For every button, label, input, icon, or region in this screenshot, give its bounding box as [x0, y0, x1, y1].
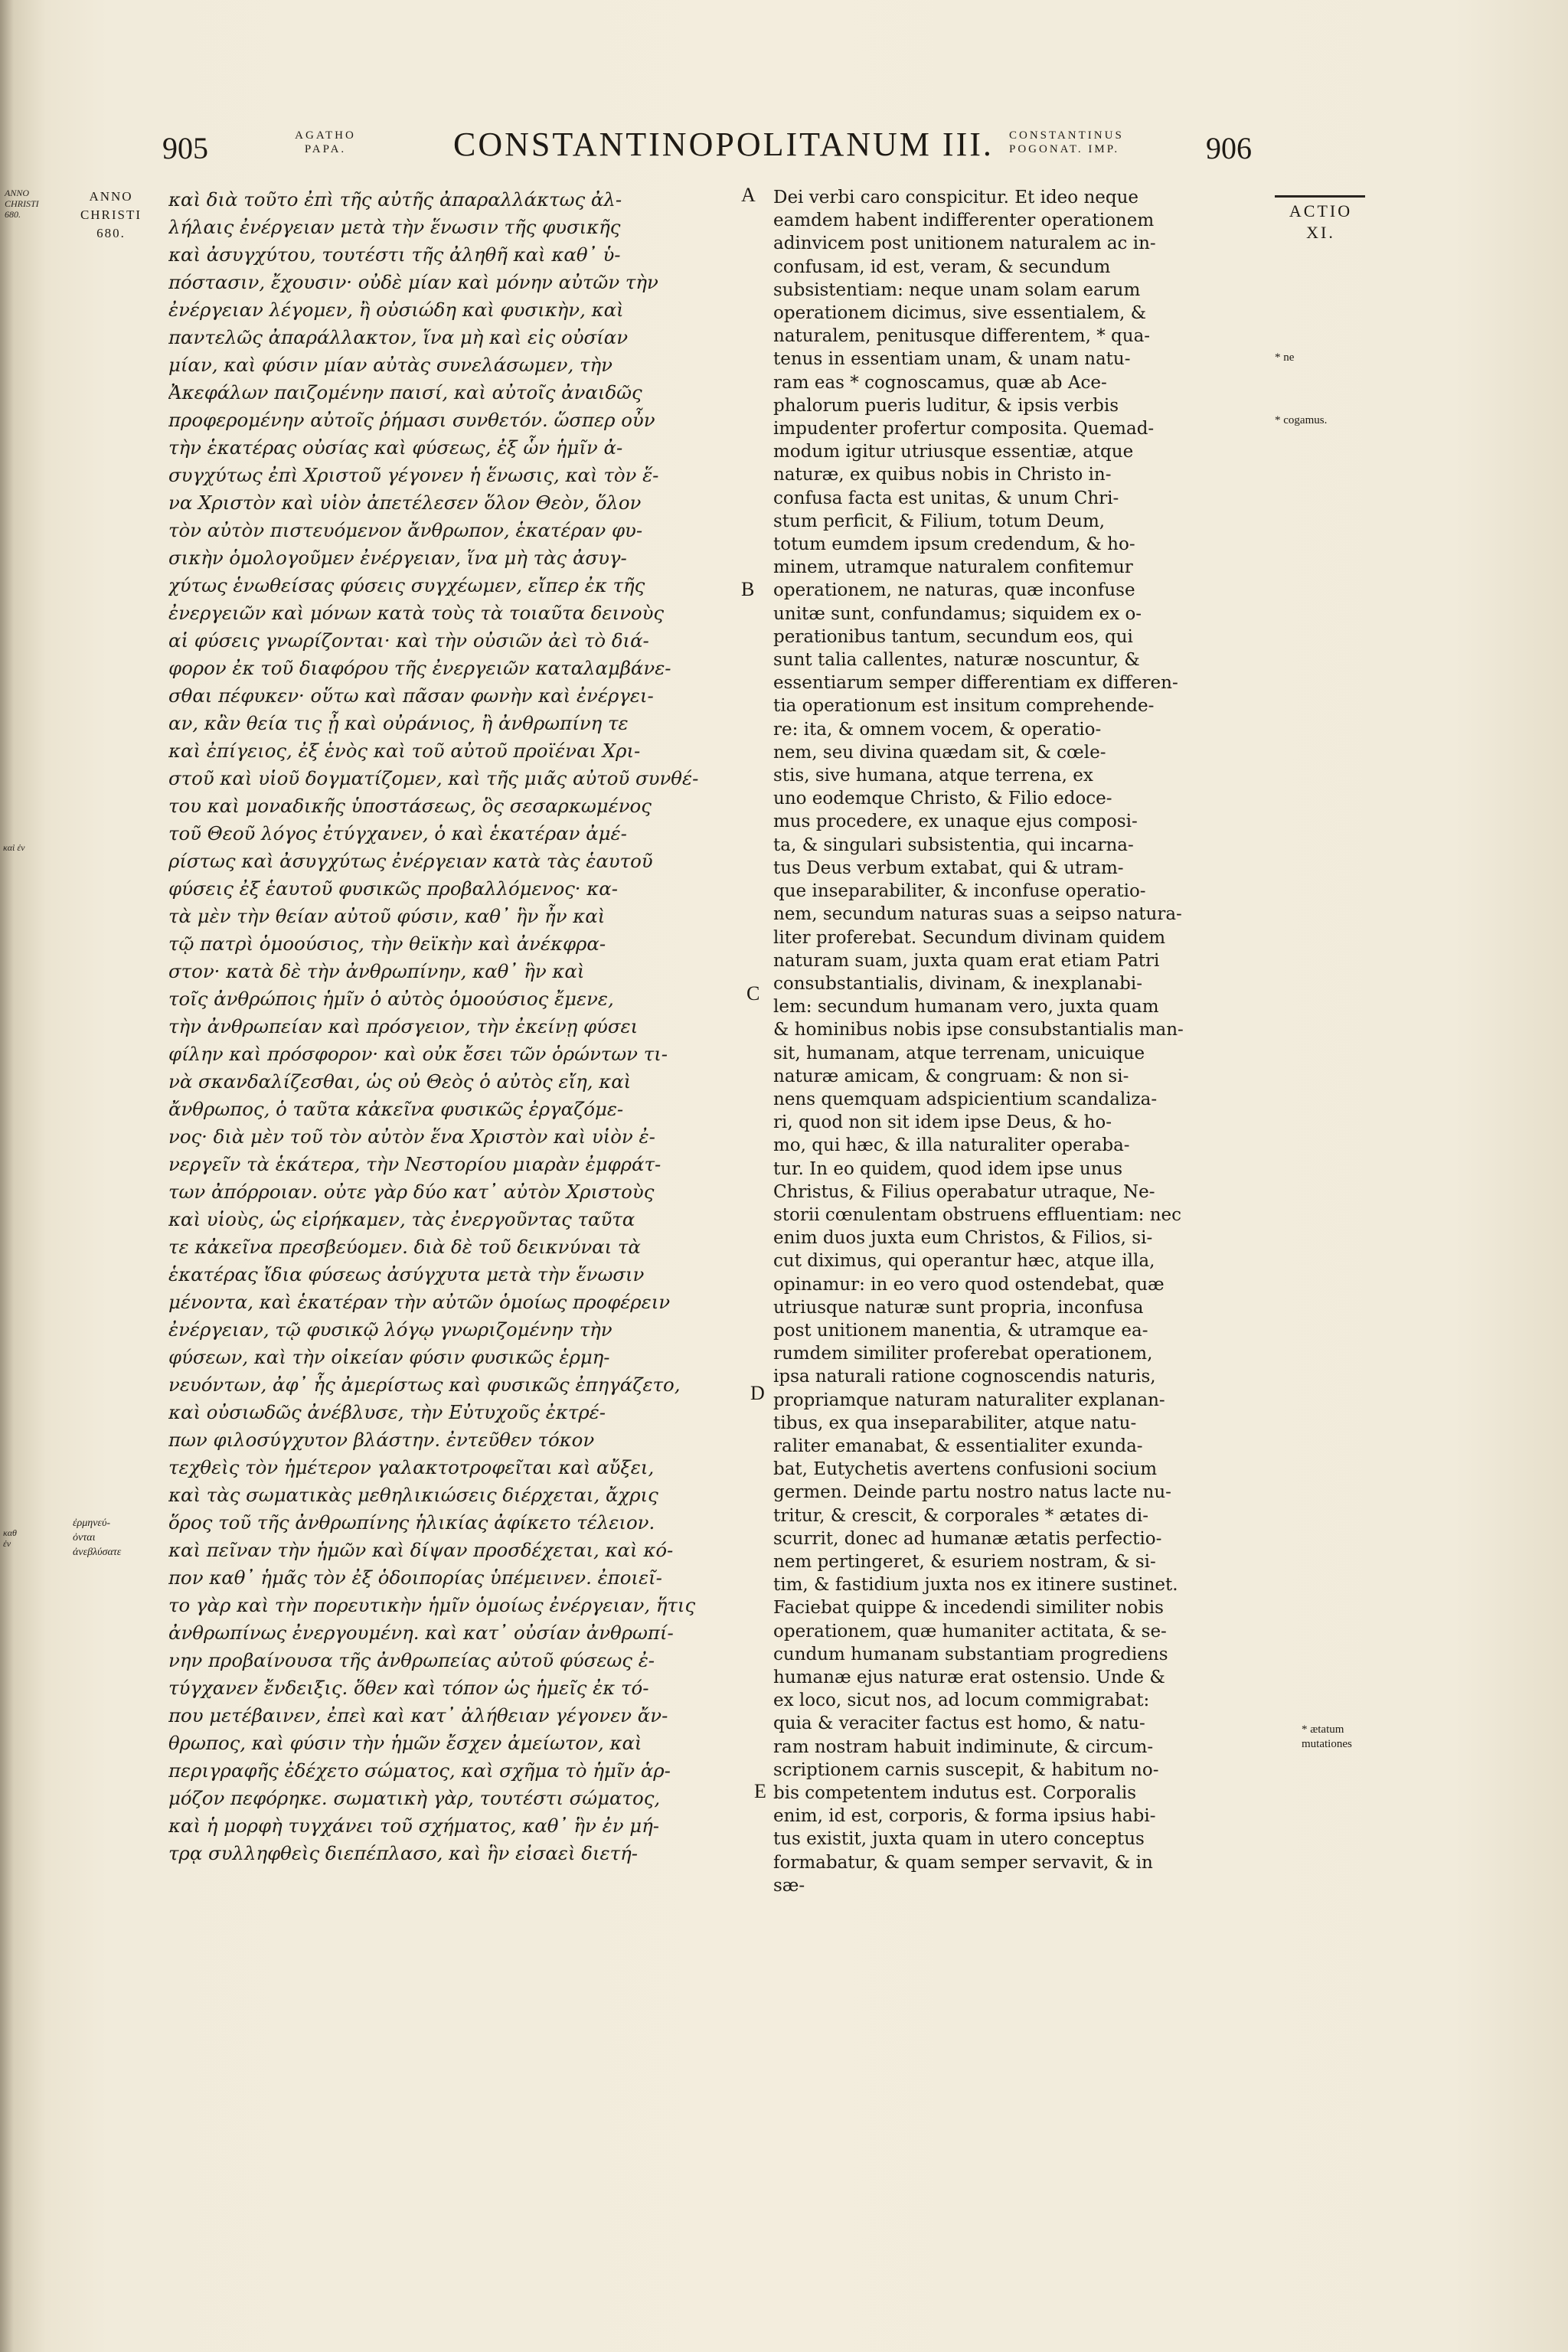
latin-text-line: eamdem habent indifferenter operationem	[773, 211, 1155, 231]
greek-text-line: του καὶ μοναδικῆς ὑποστάσεως, ὃς σεσαρκωμένος	[168, 795, 652, 817]
latin-text-line: formabatur, & quam semper servavit, & in	[773, 1852, 1153, 1873]
latin-text-line: enim, id est, corporis, & forma ipsius habi-	[773, 1806, 1156, 1827]
header-left-line2: PAPA.	[304, 143, 347, 155]
greek-text-line: φορον ἐκ τοῦ διαφόρου τῆς ἐνεργειῶν καταλαμβάνε-	[168, 657, 671, 679]
page-number-left: 905	[162, 131, 208, 165]
latin-text-line: confusa facta est unitas, & unum Chri-	[773, 488, 1119, 508]
latin-text-line: re: ita, & omnem vocem, & operatio-	[773, 719, 1102, 740]
greek-text-line: καὶ τὰς σωματικὰς μεθηλικιώσεις διέρχεται, ἄχρις	[168, 1484, 658, 1506]
latin-text-line: stis, sive humana, atque terrena, ex	[773, 766, 1093, 786]
latin-text-line: sæ-	[773, 1875, 805, 1896]
latin-text-line: minem, utramque naturalem confitemur	[773, 557, 1133, 578]
header-left-line1: AGATHO	[295, 129, 356, 142]
greek-text-line: καὶ ἡ μορφὴ τυγχάνει τοῦ σχήματος, καθ᾽ ἣν ἐν μή-	[168, 1815, 659, 1837]
latin-text-line: que inseparabiliter, & inconfuse operatio-	[773, 881, 1146, 902]
latin-text-line: operationem dicimus, sive essentialem, &	[773, 303, 1147, 324]
latin-text-line: ram nostram habuit indiminute, & circum-	[773, 1736, 1154, 1757]
latin-text-line: uno eodemque Christo, & Filio edoce-	[773, 789, 1112, 809]
page-number-right: 906	[1206, 131, 1252, 165]
latin-text-line: mus procedere, ex unaque ejus composi-	[773, 812, 1138, 832]
greek-text-line: καὶ πεῖναν τὴν ἡμῶν καὶ δίψαν προσδέχεται, καὶ κό-	[168, 1539, 674, 1561]
latin-text-line: scurrit, donec ad humanæ ætatis perfectio-	[773, 1528, 1162, 1549]
greek-text-line: τὴν ἑκατέρας οὐσίας καὶ φύσεως, ἐξ ὧν ἡμῖν ἀ-	[168, 436, 623, 459]
greek-text-line: ἑκατέρας ἴδια φύσεως ἀσύγχυτα μετὰ τὴν ἕνωσιν	[168, 1263, 645, 1285]
actio-number: XI.	[1306, 223, 1335, 242]
latin-text-line: bis competentem indutus est. Corporalis	[773, 1783, 1137, 1804]
greek-text-line: πων φιλοσύγχυτον βλάστην. ἐντεῦθεν τόκον	[168, 1429, 595, 1451]
greek-text-line: φύσεων, καὶ τὴν οἰκείαν φύσιν φυσικῶς ἑρμη-	[168, 1346, 610, 1368]
greek-text-line: στοῦ καὶ υἱοῦ δογματίζομεν, καὶ τῆς μιᾶς αὐτοῦ συνθέ-	[168, 767, 699, 789]
greek-text-line: το γὰρ καὶ τὴν πορευτικὴν ἡμῖν ὁμοίως ἐνέργειαν, ἥτις	[168, 1594, 696, 1616]
latin-text-line: impudenter profertur composita. Quemad-	[773, 419, 1155, 439]
latin-text-line: tus Deus verbum extabat, qui & utram-	[773, 858, 1124, 878]
greek-text-line: μόζον πεφόρηκε. σωματικὴ γὰρ, τουτέστι σώματος,	[168, 1787, 661, 1809]
facing-page-margin-top: ANNO CHRISTI 680.	[5, 188, 39, 220]
latin-text-line: tenus in essentiam unam, & unam natu-	[773, 349, 1131, 370]
latin-text-line: operationem, ne naturas, quæ inconfuse	[773, 580, 1135, 601]
latin-text-line: ta, & singulari subsistentia, qui incarna-	[773, 835, 1134, 855]
greek-text-line: τεχθεὶς τὸν ἡμέτερον γαλακτοτροφεῖται καὶ αὔξει,	[168, 1456, 655, 1478]
latin-text-line: tritur, & crescit, & corporales * ætates di-	[773, 1505, 1148, 1526]
latin-text-line: consubstantialis, divinam, & inexplanabi-	[773, 973, 1142, 994]
latin-text-line: nem, secundum naturas suas a seipso natura-	[773, 904, 1182, 925]
greek-text-line: τε κἀκεῖνα πρεσβεύομεν. διὰ δὲ τοῦ δεικνύναι τὰ	[168, 1236, 641, 1258]
greek-text-line: θρωπος, καὶ φύσιν τὴν ἡμῶν ἔσχεν ἀμείωτον, καὶ	[168, 1732, 642, 1754]
greek-text-line: ρίστως καὶ ἀσυγχύτως ἐνέργειαν κατὰ τὰς ἑαυτοῦ	[168, 850, 653, 872]
latin-text-line: essentiarum semper differentiam ex differen-	[773, 673, 1178, 694]
greek-text-line: ἐνεργειῶν καὶ μόνων κατὰ τοὺς τὰ τοιαῦτα δεινοὺς	[168, 602, 665, 624]
greek-text-line: ἄνθρωπος, ὁ ταῦτα κἀκεῖνα φυσικῶς ἐργαζόμε-	[168, 1098, 624, 1120]
facing-page-margin-low: καθ ἐν	[3, 1527, 17, 1549]
year-sidenote	[73, 188, 149, 243]
latin-text-line: raliter emanabat, & essentialiter exunda-	[773, 1436, 1143, 1456]
greek-text-line: να Χριστὸν καὶ υἱὸν ἀπετέλεσεν ὅλον Θεὸν, ὅλον	[168, 492, 642, 514]
latin-text-line: lem: secundum humanam vero, juxta quam	[773, 997, 1159, 1018]
latin-text-line: humanæ ejus naturæ erat ostensio. Unde &	[773, 1668, 1165, 1687]
greek-text-line: τρᾳ συλληφθεὶς διεπέπλασο, καὶ ἣν εἰσαεὶ διετή-	[168, 1842, 638, 1864]
greek-text-line: νευόντων, ἀφ᾽ ἧς ἀμερίστως καὶ φυσικῶς ἐπηγάζετο,	[168, 1374, 681, 1396]
greek-text-line: περιγραφῆς ἐδέχετο σώματος, καὶ σχῆμα τὸ ἡμῖν ἁρ-	[168, 1759, 671, 1782]
latin-text-line: confusam, id est, veram, & secundum	[773, 256, 1111, 277]
greek-text-line: τοῖς ἀνθρώποις ἡμῖν ὁ αὐτὸς ὁμοούσιος ἔμενε,	[168, 988, 614, 1010]
latin-text-line: sit, humanam, atque terrenam, unicuique	[773, 1043, 1145, 1063]
greek-text-line: σικὴν ὁμολογοῦμεν ἐνέργειαν, ἵνα μὴ τὰς ἀσυγ-	[168, 547, 627, 569]
latin-text-line: scriptionem carnis suscepit, & habitum no-	[773, 1759, 1159, 1780]
greek-marginal-note	[73, 1516, 157, 1560]
latin-text-line: unitæ sunt, confundamus; siquidem ex o-	[773, 603, 1142, 624]
greek-note-line2: ὀνται	[73, 1532, 96, 1544]
latin-text-line: nens quemquam adspicientium scandaliza-	[773, 1089, 1158, 1109]
greek-text-line: καὶ οὐσιωδῶς ἀνέβλυσε, τὴν Εὐτυχοῦς ἐκτρέ-	[168, 1401, 606, 1423]
greek-text-line: νὰ σκανδαλίζεσθαι, ὡς οὐ Θεὸς ὁ αὐτὸς εἴη, καὶ	[168, 1070, 632, 1093]
latin-text-line: liter proferebat. Secundum divinam quidem	[773, 927, 1166, 948]
greek-text-line: μένοντα, καὶ ἑκατέραν τὴν αὐτῶν ὁμοίως προφέρειν	[168, 1291, 671, 1313]
greek-text-line: προφερομένην αὐτοῖς ῥήμασι συνθετόν. ὥσπερ οὖν	[168, 409, 655, 431]
variant-note-aetatum-1: * ætatum	[1302, 1723, 1344, 1736]
section-letter-c: C	[746, 982, 760, 1004]
variant-note-aetatum-2: mutationes	[1302, 1738, 1352, 1750]
latin-text-line: phalorum pueris luditur, & ipsis verbis	[773, 395, 1119, 416]
gutter-shadow	[0, 0, 14, 2352]
greek-text-line: παντελῶς ἀπαράλλακτον, ἵνα μὴ καὶ εἰς οὐσίαν	[168, 326, 629, 348]
header-left-caption	[279, 129, 371, 156]
greek-text-line: πον καθ᾽ ἡμᾶς τὸν ἐξ ὁδοιπορίας ὑπέμεινεν. ἐποιεῖ-	[168, 1566, 662, 1589]
latin-text-line: quia & veraciter factus est homo, & natu-	[773, 1713, 1145, 1734]
greek-text-line: αν, κἂν θεία τις ᾖ καὶ οὐράνιος, ἢ ἀνθρωπίνη τε	[168, 712, 629, 734]
latin-text-line: perationibus tantum, secundum eos, qui	[773, 626, 1133, 647]
greek-text-line: στον· κατὰ δὲ τὴν ἀνθρωπίνην, καθ᾽ ἣν καὶ	[168, 960, 585, 982]
latin-text-line: tus existit, juxta quam in utero conceptus	[773, 1829, 1145, 1850]
greek-text-line: χύτως ἑνωθείσας φύσεις συγχέωμεν, εἴπερ ἐκ τῆς	[168, 574, 645, 596]
section-letter-e: E	[754, 1780, 766, 1802]
greek-text-line: καὶ υἱοὺς, ὡς εἰρήκαμεν, τὰς ἐνεργοῦντας ταῦτα	[168, 1208, 635, 1230]
latin-text-line: Faciebat quippe & incedendi similiter nobis	[773, 1598, 1164, 1619]
greek-text-line: ὅρος τοῦ τῆς ἀνθρωπίνης ἡλικίας ἀφίκετο τέλειον.	[168, 1511, 655, 1534]
greek-text-line: καὶ διὰ τοῦτο ἐπὶ τῆς αὐτῆς ἀπαραλλάκτως ἀλ-	[168, 188, 622, 211]
greek-text-line: λήλαις ἐνέργειαν μετὰ τὴν ἕνωσιν τῆς φυσικῆς	[168, 216, 621, 238]
header-right-caption	[1009, 129, 1208, 156]
actio-label: ACTIO	[1289, 201, 1353, 220]
greek-text-line: νεργεῖν τὰ ἑκάτερα, τὴν Νεστορίου μιαρὰν ἐμφράτ-	[168, 1153, 662, 1175]
greek-text-line: τὸν αὐτὸν πιστευόμενον ἄνθρωπον, ἑκατέραν φυ-	[168, 519, 643, 541]
latin-text-line: utriusque naturæ sunt propria, inconfusa	[773, 1297, 1144, 1318]
greek-text-line: νην προβαίνουσα τῆς ἀνθρωπείας αὐτοῦ φύσεως ἐ-	[168, 1649, 655, 1671]
latin-text-line: tim, & fastidium juxta nos ex itinere sustinet.	[773, 1575, 1178, 1596]
greek-note-line3: ἀνεβλύσατε	[73, 1547, 122, 1558]
latin-text-line: cundum humanam substantiam progrediens	[773, 1644, 1168, 1664]
greek-text-line: νος· διὰ μὲν τοῦ τὸν αὐτὸν ἕνα Χριστὸν καὶ υἱὸν ἐ-	[168, 1125, 655, 1148]
latin-text-line: subsistentiam: neque unam solam earum	[773, 279, 1141, 300]
latin-text-line: naturæ, ex quibus nobis in Christo in-	[773, 465, 1112, 485]
latin-text-line: nem pertingeret, & esuriem nostram, & si-	[773, 1551, 1156, 1572]
section-letter-b: B	[741, 578, 755, 600]
latin-text-line: opinamur: in eo vero quod ostendebat, quæ	[773, 1274, 1165, 1295]
header-right-line2: POGONAT. IMP.	[1009, 143, 1120, 155]
year-label-2: CHRISTI	[80, 207, 142, 222]
latin-text-line: naturæ amicam, & congruam: & non si-	[773, 1066, 1129, 1086]
greek-text-line: πόστασιν, ἔχουσιν· οὐδὲ μίαν καὶ μόνην αὐτῶν τὴν	[168, 271, 658, 293]
actio-rule	[1275, 195, 1365, 198]
year-value: 680.	[96, 226, 126, 240]
latin-text-line: Dei verbi caro conspicitur. Et ideo neque	[773, 188, 1139, 207]
greek-text-line: τὰ μὲν τὴν θείαν αὐτοῦ φύσιν, καθ᾽ ἣν ἦν καὶ	[168, 905, 606, 927]
latin-text-line: operationem, quæ humaniter actitata, & se-	[773, 1621, 1167, 1642]
latin-text-line: germen. Deinde partu nostro natus lacte nu-	[773, 1482, 1171, 1503]
greek-text-line: αἱ φύσεις γνωρίζονται· καὶ τὴν οὐσιῶν ἀεὶ τὸ διά-	[168, 629, 649, 652]
greek-text-line: ἀνθρωπίνως ἐνεργουμένη. καὶ κατ᾽ οὐσίαν ἀνθρωπί-	[168, 1622, 674, 1644]
greek-text-line: φύσεις ἐξ ἑαυτοῦ φυσικῶς προβαλλόμενος· κα-	[168, 877, 619, 900]
latin-text-line: enim duos juxta eum Christos, & Filios, si-	[773, 1228, 1153, 1249]
greek-text-line: Ἀκεφάλων παιζομένην παισί, καὶ αὐτοῖς ἀναιδῶς	[168, 381, 642, 403]
latin-text-line: tia operationum est insitum comprehende-	[773, 696, 1155, 717]
latin-text-line: totum eumdem ipsum credendum, & ho-	[773, 534, 1135, 555]
latin-text-line: Christus, & Filius operabatur utraque, Ne-	[773, 1181, 1155, 1202]
actio-heading	[1279, 201, 1363, 243]
latin-text-column	[773, 186, 1271, 1897]
variant-note-cogamus: * cogamus.	[1275, 414, 1328, 426]
greek-text-line: μίαν, καὶ φύσιν μίαν αὐτὰς συνελάσωμεν, τὴν	[168, 354, 612, 376]
greek-text-line: καὶ ἐπίγειος, ἐξ ἑνὸς καὶ τοῦ αὐτοῦ προϊέναι Χρι-	[168, 740, 641, 762]
latin-text-line: modum igitur utriusque essentiæ, atque	[773, 442, 1134, 462]
latin-text-line: ri, quod non sit idem ipse Deus, & ho-	[773, 1112, 1112, 1133]
latin-text-line: mo, qui hæc, & illa naturaliter operaba-	[773, 1135, 1130, 1156]
latin-text-line: post unitionem manentia, & utramque ea-	[773, 1320, 1148, 1341]
latin-text-line: tibus, ex qua inseparabiliter, atque natu-	[773, 1413, 1137, 1433]
latin-text-line: sunt talia callentes, naturæ noscuntur, &	[773, 650, 1140, 671]
latin-text-line: propriamque naturam naturaliter explanan-	[773, 1390, 1165, 1410]
variant-note-ne: * ne	[1275, 351, 1295, 364]
greek-text-line: συγχύτως ἐπὶ Χριστοῦ γέγονεν ἡ ἕνωσις, καὶ τὸν ἕ-	[168, 464, 659, 486]
greek-text-line: τοῦ Θεοῦ λόγος ἐτύγχανεν, ὁ καὶ ἑκατέραν ἀμέ-	[168, 822, 627, 844]
running-title: CONSTANTINOPOLITANUM III.	[453, 126, 994, 163]
latin-text-line: ex loco, sicut nos, ad locum commigrabat:	[773, 1690, 1150, 1711]
greek-text-line: τὴν ἀνθρωπείαν καὶ πρόσγειον, τὴν ἐκείνῃ φύσει	[168, 1015, 639, 1037]
variant-note-aetatum	[1302, 1723, 1352, 1752]
latin-text-line: nem, seu divina quædam sit, & cœle-	[773, 742, 1106, 763]
latin-text-line: naturam suam, juxta quam erat etiam Patri	[773, 950, 1160, 971]
greek-text-line: τῷ πατρὶ ὁμοούσιος, τὴν θεϊκὴν καὶ ἀνέκφρα-	[168, 933, 606, 955]
greek-text-line: καὶ ἀσυγχύτου, τουτέστι τῆς ἀληθῆ καὶ καθ᾽ ὑ-	[168, 243, 621, 266]
greek-note-line1: ἐρμηνεύ-	[73, 1517, 111, 1529]
latin-text-line: cut diximus, qui operantur hæc, atque illa,	[773, 1251, 1155, 1272]
section-letter-d: D	[750, 1382, 765, 1404]
latin-text-line: & hominibus nobis ipse consubstantialis man-	[773, 1020, 1184, 1040]
greek-text-column	[168, 186, 739, 1867]
latin-text-line: ram eas * cognoscamus, quæ ab Ace-	[773, 372, 1107, 393]
greek-text-line: φίλην καὶ πρόσφορον· καὶ οὐκ ἔσει τῶν ὁρώντων τι-	[168, 1043, 668, 1065]
latin-text-line: adinvicem post unitionem naturalem ac in-	[773, 234, 1156, 254]
greek-text-line: που μετέβαινεν, ἐπεὶ καὶ κατ᾽ ἀλήθειαν γέγονεν ἄν-	[168, 1704, 668, 1726]
facing-page-margin-mid: καὶ ἐν	[3, 842, 25, 853]
greek-text-line: των ἀπόρροιαν. οὐτε γὰρ δύο κατ᾽ αὐτὸν Χριστοὺς	[168, 1181, 655, 1203]
latin-text-line: naturalem, penitusque differentem, * qua-	[773, 326, 1151, 347]
greek-text-line: τύγχανεν ἔνδειξις. ὅθεν καὶ τόπον ὡς ἡμεῖς ἐκ τό-	[168, 1677, 649, 1699]
latin-text-line: ipsa naturali ratione cognoscendis naturis,	[773, 1367, 1156, 1387]
greek-text-line: ἐνέργειαν λέγομεν, ἢ οὐσιώδη καὶ φυσικὴν, καὶ	[168, 299, 624, 321]
greek-text-line: ἐνέργειαν, τῷ φυσικῷ λόγῳ γνωριζομένην τὴν	[168, 1318, 612, 1341]
header-right-line1: CONSTANTINUS	[1009, 129, 1124, 142]
latin-text-line: stum perficit, & Filium, totum Deum,	[773, 511, 1106, 531]
latin-text-line: rumdem similiter proferebat operationem,	[773, 1344, 1153, 1364]
latin-text-line: tur. In eo quidem, quod idem ipse unus	[773, 1158, 1123, 1179]
year-label-1: ANNO	[89, 189, 133, 204]
latin-text-line: storii cœnulentam obstruens effluentiam: nec	[773, 1204, 1182, 1225]
latin-text-line: bat, Eutychetis avertens confusioni socium	[773, 1459, 1158, 1480]
section-letter-a: A	[741, 184, 756, 206]
greek-text-line: σθαι πέφυκεν· οὕτω καὶ πᾶσαν φωνὴν καὶ ἐνέργει-	[168, 684, 654, 707]
